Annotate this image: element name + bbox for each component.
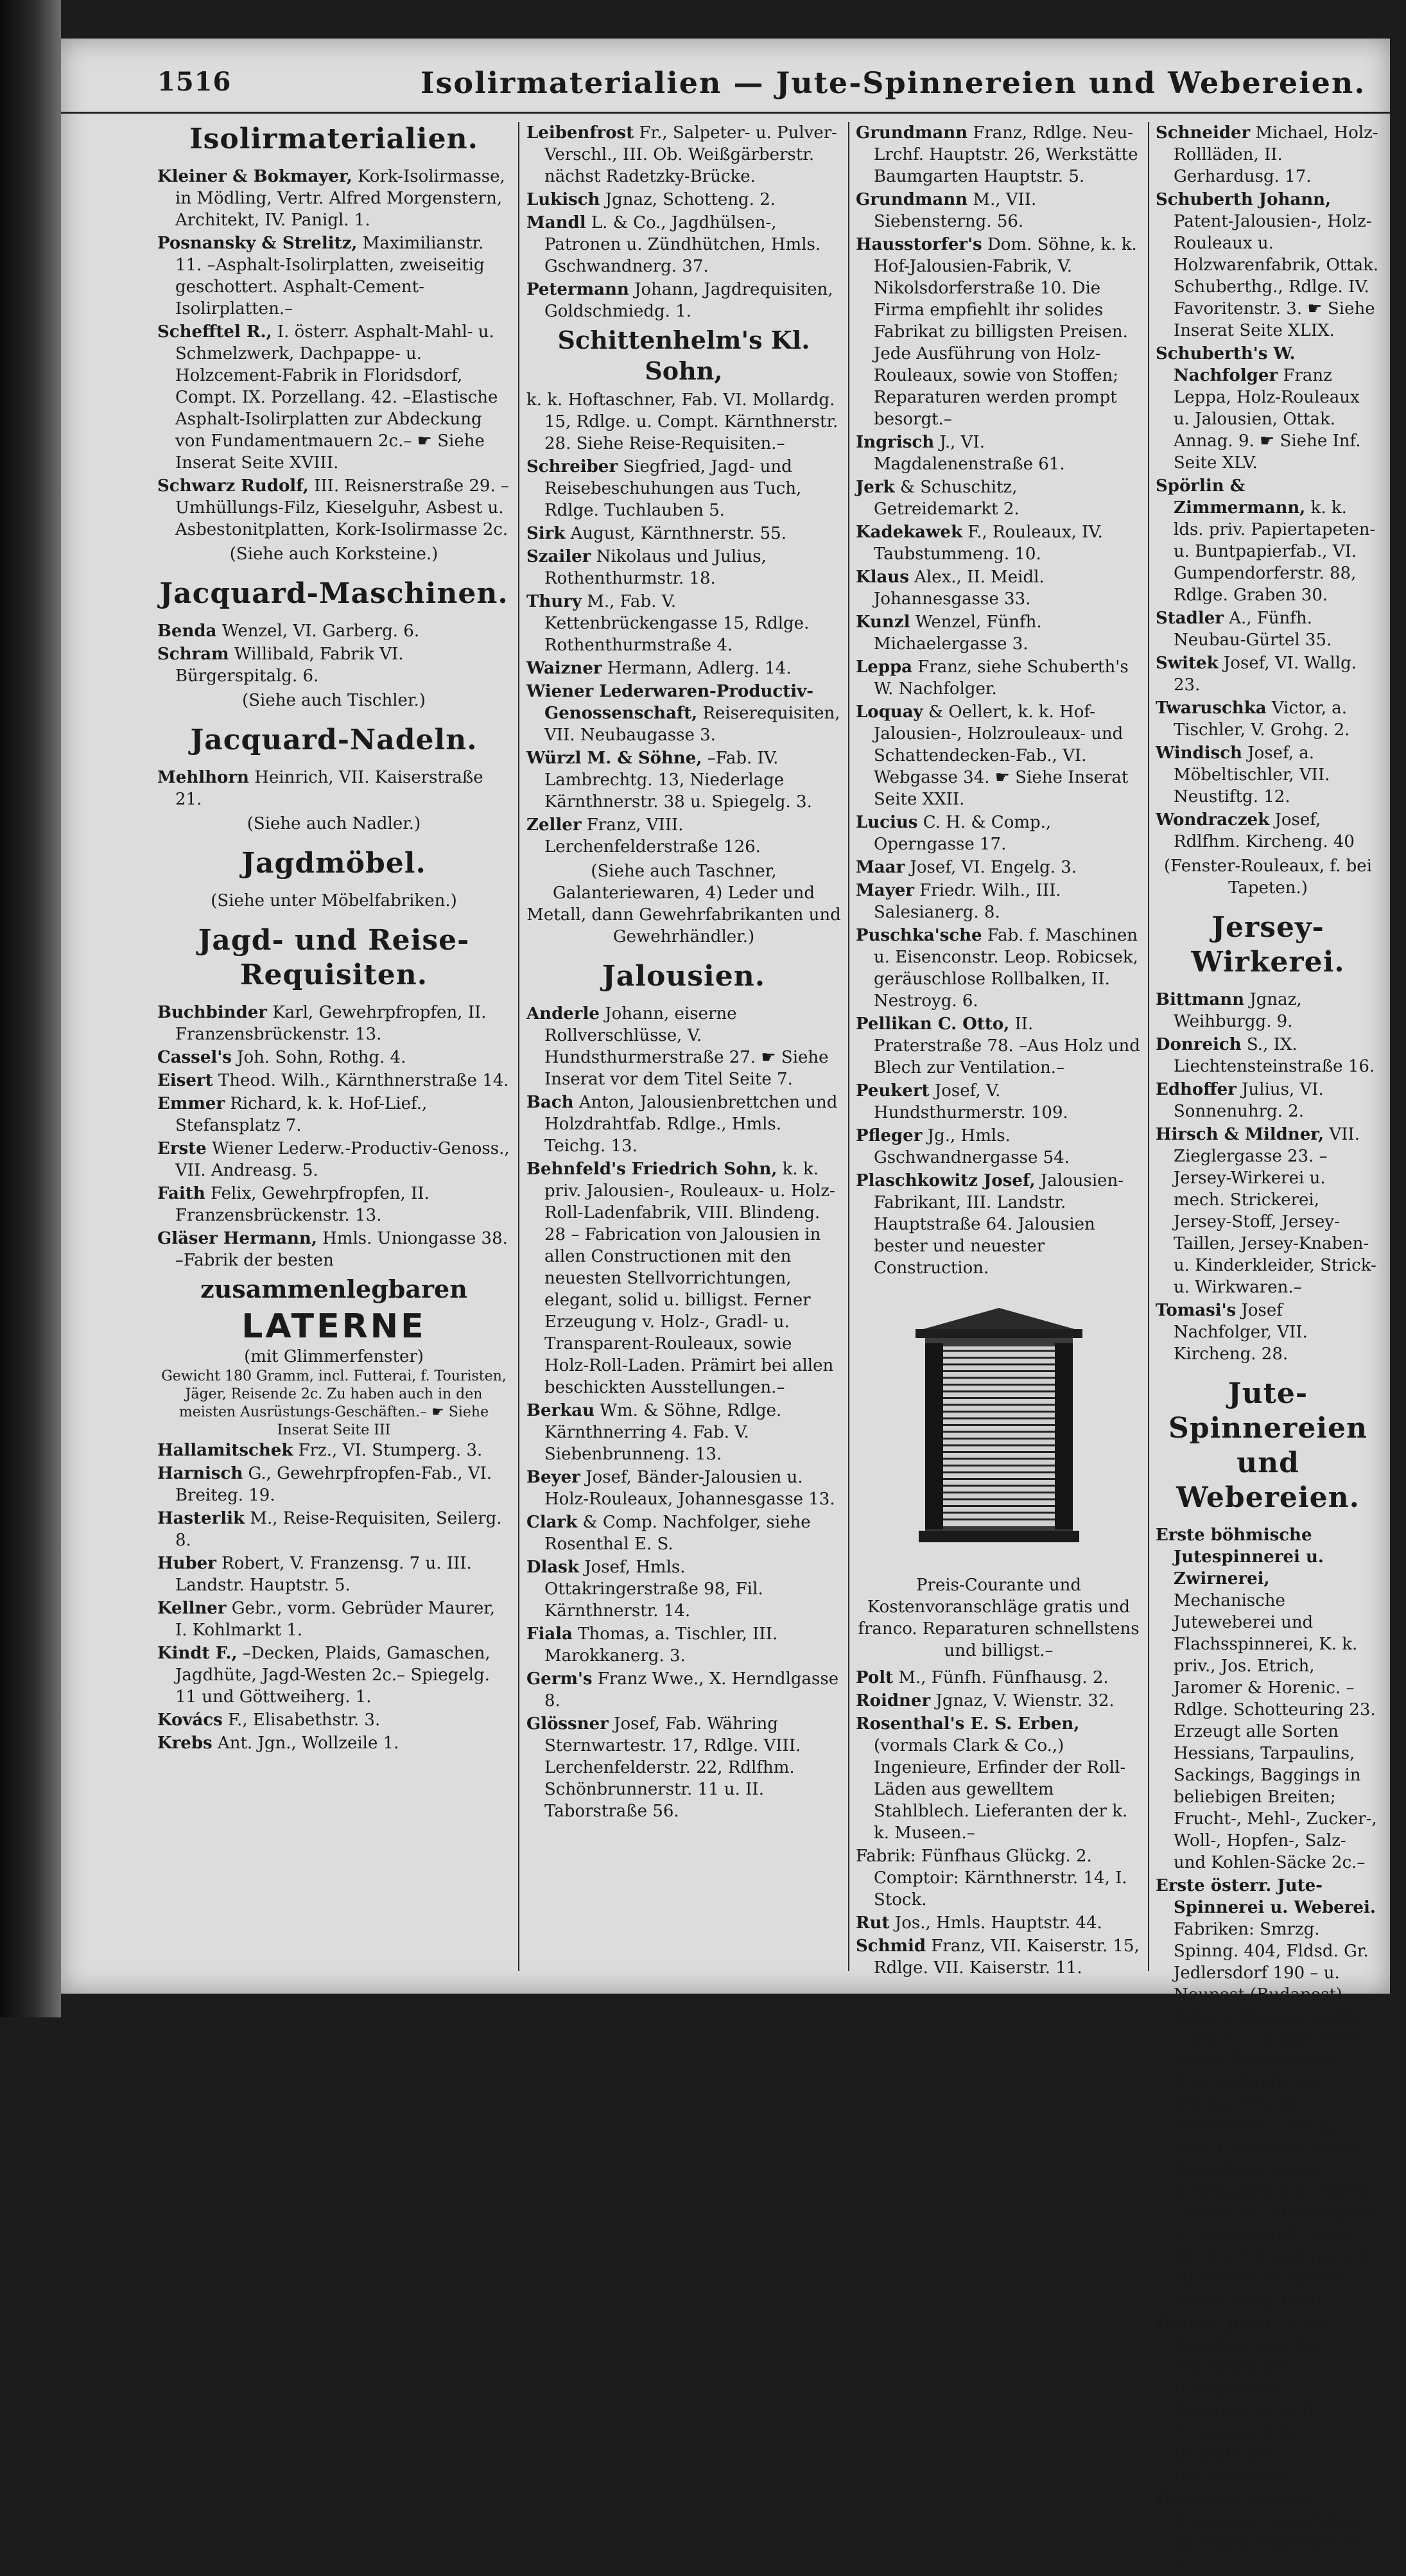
entry-name: Clark [526,1513,578,1532]
entry-name: Grundmann [856,190,968,209]
entry-text: Robert, V. Franzensg. 7 u. III. Landstr. Hauptstr. 5. [175,1554,472,1595]
entry-name: Plaschkowitz Josef, [856,1171,1036,1190]
book-binding-edge [0,0,61,2017]
advertisement-banner: zusammenlegbaren [200,1275,467,1303]
advertisement-headline: LATERNE [241,1307,426,1346]
entry-text: Hmls. Uniongasse 38. –Fabrik der besten [175,1229,508,1270]
entry-name: Schmid [856,1936,926,1956]
entry-name: Benda [157,622,217,641]
entry-name: Leppa [856,657,913,677]
directory-entry [856,925,1141,1012]
directory-entry [157,1553,510,1596]
entry-text: Josef, Bänder-Jalousien u. Holz-Rouleaux, Johannesgasse 13. [544,1468,835,1509]
directory-entry [526,681,841,746]
directory-entry [526,1556,841,1622]
cross-reference-note: (Siehe auch Korksteine.) [229,544,438,564]
directory-entry [1156,189,1380,342]
entry-text: Franz Wwe., X. Herndlgasse 8. [544,1669,839,1710]
entry-name: Beyer [526,1468,580,1487]
directory-entry [856,1013,1141,1079]
directory-entry [1156,1079,1380,1122]
entry-text: Wiener Lederw.-Productiv-Genoss., VII. Andreasg. 5. [175,1139,510,1180]
entry-text: VII. Zieglergasse 23. –Jersey-Wirkerei u. mech. Strickerei, Jersey-Stoff, Jersey-Taillen, Jersey-Knaben- u. Kinderkleider, Strick- u. Wirkwaren.– [1174,1125,1376,1297]
entry-text: C. H. & Comp., Operngasse 17. [874,813,1052,854]
entry-name: Erste österr. Jute-Spinnerei u. Weberei. [1156,1876,1376,1917]
entry-text: Heinrich, VII. Kaiserstraße 21. [175,768,483,809]
directory-entry [1156,607,1380,651]
column-rule [848,122,849,1971]
entry-name: Gläser Hermann, [157,1229,317,1248]
entry-text: Fabriken: Smrzg. Spinng. 404, Fldsd. Gr. Jedlersdorf 190 – u. Neupest (Budapest), äußere Waiznerstraße, Compt. u. Rdlge. Wien Maria-Theresienstr. 22. T im Gebäude der Wiener Frucht- u. Mehlbörse. Erzeug. aller Gattungen Säcke, Emballage-Waren, Strohsackleinen, Garne, Gurten 2c. Ehrendiplom d. Weltausstell. Wien 1873 u. Ehrendiplom d. Niederöst. Gewerbe-Ausstellung 1880.– [1174,1920,1378,2310]
entry-name: Kadekawek [856,523,962,542]
directory-entry [526,1713,841,1822]
directory-entry [1156,1300,1380,1365]
directory-entry [856,1080,1141,1124]
entry-name: Stadler [1156,609,1224,628]
entry-text: Julius, VI. Sonnenuhrg. 2. [1174,1080,1324,1121]
entry-name: Puschka'sche [856,926,982,945]
directory-entry [856,189,1141,232]
entry-name: Grundmann [856,123,968,143]
directory-entry [526,546,841,589]
entry-text: (vormals Clark & Co.,) Ingenieure, Erfinder der Roll-Läden aus gewelltem Stahlblech. Lieferanten der k. k. Museen.– [874,1736,1128,1843]
entry-name: Schefftel R., [157,322,272,342]
entry-text: M., Fünfh. Fünfhausg. 2. [898,1668,1109,1687]
entry-text: Alex., II. Meidl. Johannesgasse 33. [874,568,1045,609]
entry-text: Mechanische Juteweberei und Flachsspinnerei, K. k. priv., Jos. Etrich, Jaromer & Horenic. –Rdlge. Schotteuring 23. Erzeugt alle Sorten Hessians, Tarpaulins, Sackings, Baggings in beliebigen Breiten; Frucht-, Mehl-, Zucker-, Woll-, Hopfen-, Salz- und Kohlen-Säcke 2c.– [1174,1591,1377,1872]
directory-entry [157,1463,510,1506]
directory-entry [1156,2313,1380,2487]
directory-entry [157,1440,510,1461]
entry-text: III. Reisnerstraße 29. –Umhüllungs-Filz, Kieselguhr, Asbest u. Asbestonitplatten, Kork-Isolirmasse 2c. [175,476,509,539]
entry-text: Patent-Jalousien-, Holz-Rouleaux u. Holzwarenfabrik, Ottak. Schuberthg., Rdlge. IV. Favoritenstr. 3. ☛ Siehe Inserat Seite XLIX. [1174,212,1379,340]
entry-name: Petermann [526,280,629,299]
entry-name: Posnansky & Strelitz, [157,234,358,253]
directory-entry [1156,122,1380,187]
entry-name: Wiener Lederwaren-Productiv-Genossenschaft, [526,682,814,723]
entry-name: Twaruschka [1156,699,1267,718]
section-heading: Isolirmaterialien. [189,123,478,155]
directory-entry [526,1668,841,1712]
entry-name: Dlask [526,1558,579,1577]
entry-text: Joh. Sohn, Rothg. 4. [237,1048,406,1067]
entry-text: Josef, VI. Engelg. 3. [910,858,1077,877]
directory-entry [856,701,1141,810]
entry-text: Karl, Gewehrpfropfen, II. Franzensbrückenstr. 13. [175,1003,487,1044]
entry-text: August, Kärnthnerstr. 55. [570,524,786,543]
directory-entry [856,1935,1141,1979]
entry-name: Schuberth Johann, [1156,190,1332,209]
directory-entry [526,389,841,455]
entry-text: A., Fünfh. Neubau-Gürtel 35. [1174,609,1332,650]
directory-entry [526,1400,841,1465]
directory-entry [856,1125,1141,1169]
entry-text: Anton, Jalousienbrettchen und Holzdrahtfab. Rdlge., Hmls. Teichg. 13. [544,1093,838,1156]
entry-text: Gebrüd., Troppauer Jute-Fabrik, IX. Maria-Theresienstr. 17. [1174,2490,1369,2575]
directory-entry [1156,1875,1380,2311]
entry-text: Michael, Holz-Rollläden, II. Gerhardusg. 17. [1174,123,1378,186]
directory-entry [157,1093,510,1136]
directory-entry [1156,989,1380,1032]
entry-text: Dom. Söhne, k. k. Hof-Jalousien-Fabrik, V. Nikolsdorferstraße 10. Die Firma empfiehlt ihr solides Fabrikat zu billigsten Preisen. Jede Ausführung von Holz-Rouleaux, sowie von Stoffen; Reparaturen werden prompt besorgt.– [874,235,1137,429]
directory-page [61,39,1390,2575]
column-2 [526,122,841,1987]
entry-name: Peukert [856,1081,930,1101]
directory-entry [526,591,841,656]
entry-name: Huber [157,1554,216,1573]
entry-text: M., Reise-Requisiten, Seilerg. 8. [175,1509,502,1550]
cross-reference-note: (Siehe auch Taschner, Galanteriewaren, 4) Leder und Metall, dann Gewehrfabrikanten und Gewehrhändler.) [526,862,841,946]
entry-name: Wondraczek [1156,810,1270,830]
directory-entry [157,1002,510,1045]
entry-text: Ant. Jgn., Wollzeile 1. [217,1734,399,1753]
entry-name: Cassel's [157,1048,232,1067]
entry-text: Josef, a. Möbeltischler, VII. Neustiftg. 12. [1174,744,1330,806]
entry-text: & Schuschitz, Getreidemarkt 2. [874,478,1020,519]
entry-name: Waizner [526,659,602,678]
entry-name: Szailer [526,547,591,566]
entry-text: F., Rouleaux, IV. Taubstummeng. 10. [874,523,1103,564]
entry-text: S., IX. Liechtensteinstraße 16. [1174,1035,1375,1076]
directory-entry [856,656,1141,700]
entry-name: Faith [157,1184,205,1203]
entry-text: Jgnaz, Schotteng. 2. [605,190,776,209]
entry-name: Schram [157,645,229,664]
directory-entry [1156,697,1380,741]
entry-name: Rosenthal's E. S. Erben, [856,1714,1080,1734]
entry-name: Haider Josef, [1156,2314,1278,2333]
directory-entry [157,166,510,231]
entry-text: Hermann, Adlerg. 14. [607,659,792,678]
entry-name: Schneider [1156,123,1251,143]
entry-text: Thomas, a. Tischler, III. Marokkanerg. 3. [544,1624,778,1666]
entry-name: Behnfeld's Friedrich Sohn, [526,1160,777,1179]
directory-entry [157,767,510,810]
directory-entry [1156,1034,1380,1077]
entry-name: Schwarz Rudolf, [157,476,309,496]
directory-entry [526,657,841,679]
entry-text: Franz Leppa, Holz-Rouleaux u. Jalousien, Ottak. Annag. 9. ☛ Siehe Inf. Seite XLV. [1174,366,1361,473]
directory-entry [856,566,1141,610]
entry-text: L. & Co., Jagdhülsen-, Patronen u. Zündhütchen, Hmls. Gschwandnerg. 37. [544,213,821,276]
directory-entry [526,747,841,813]
entry-name: Emmer [157,1094,225,1113]
directory-entry [1156,1124,1380,1298]
entry-text: Wm. & Söhne, Rdlge. Kärnthnerring 4. Fab. V. Siebenbrunneng. 13. [544,1401,782,1464]
entry-name: Anderle [526,1004,600,1023]
cross-reference-note: (Siehe auch Tischler.) [242,691,426,710]
entry-name: Thury [526,592,582,611]
entry-text: Fr., Salpeter- u. Pulver-Verschl., III. Ob. Weißgärberstr. nächst Radetzky-Brücke. [544,123,837,186]
entry-name: Krebs [157,1734,213,1753]
entry-text: Friedr. Wilh., III. Salesianerg. 8. [874,881,1061,922]
entry-text: Franz, Rdlge. Neu-Lrchf. Hauptstr. 26, Werkstätte Baumgarten Hauptstr. 5. [874,123,1138,186]
entry-text: Nikolaus und Julius, Rothenthurmstr. 18. [544,547,767,588]
entry-text: Johann, Jagdrequisiten, Goldschmiedg. 1. [544,280,833,321]
entry-text: Reiserequisiten, VII. Neubaugasse 3. [544,704,840,745]
entry-text: Victor, a. Tischler, V. Grohg. 2. [1174,699,1350,740]
entry-text: Josef Nachfolger, VII. Kircheng. 28. [1174,1301,1308,1364]
entry-name: Klaus [856,568,909,587]
entry-name: Kleiner & Bokmayer, [157,167,352,186]
entry-name: Zeller [526,815,582,835]
entry-text: Jos., Hmls. Hauptstr. 44. [894,1913,1102,1933]
entry-name: Leibenfrost [526,123,634,143]
entry-text: –Fab. IV. Lambrechtg. 13, Niederlage Kärnthnerstr. 38 u. Spiegelg. 3. [544,749,812,812]
directory-entry [856,812,1141,855]
directory-entry [856,1912,1141,1934]
entry-text: G., Gewehrpfropfen-Fab., VI. Breiteg. 19. [175,1464,492,1505]
directory-entry [1156,2489,1380,2576]
entry-text: Gebr., vorm. Gebrüder Maurer, I. Kohlmarkt 1. [175,1599,496,1640]
entry-name: Lucius [856,813,918,832]
entry-text: Franz, VII. Kaiserstr. 15, Rdlge. VII. Kaiserstr. 11. [874,1936,1140,1978]
entry-name: Pellikan C. Otto, [856,1014,1010,1034]
directory-entry [526,279,841,322]
page-title: Isolirmaterialien — Jute-Spinnereien und Webereien. [421,65,1366,100]
entry-name: Bittmann [1156,990,1245,1009]
entry-name: Polt [856,1668,894,1687]
directory-entry [526,814,841,858]
entry-name: Lukisch [526,190,600,209]
directory-entry [157,232,510,320]
directory-entry [526,1003,841,1090]
entry-name: Tomasi's [1156,1301,1237,1320]
entry-text: II. Praterstraße 78. –Aus Holz und Blech zur Ventilation.– [874,1014,1140,1077]
directory-entry [526,212,841,277]
entry-text: Josef, Rdlfhm. Kircheng. 40 [1174,810,1355,851]
directory-entry [157,1642,510,1708]
entry-text: F., Elisabethstr. 3. [228,1710,381,1730]
entry-name: Rut [856,1913,890,1933]
entry-name: Germ's [526,1669,593,1689]
directory-entry [157,620,510,642]
directory-entry [856,1713,1141,1844]
entry-text: –Decken, Plaids, Gamaschen, Jagdhüte, Jagd-Westen 2c.– Spiegelg. 11 und Göttweiherg. 1. [175,1644,490,1707]
entry-text: Theod. Wilh., Kärnthnerstraße 14. [218,1071,509,1090]
entry-name: Hasterlik [157,1509,245,1528]
running-header [61,67,1390,114]
directory-entry [157,1047,510,1068]
directory-entry [526,1158,841,1398]
entry-text: Richard, k. k. Hof-Lief., Stefansplatz 7. [175,1094,428,1135]
entry-text: Siegfried, Jagd- und Reisebeschuhungen aus Tuch, Rdlge. Tuchlauben 5. [544,457,802,520]
entry-text: M., VII. Siebensterng. 56. [874,190,1037,231]
directory-entry [856,122,1141,187]
entry-text: & Oellert, k. k. Hof-Jalousien-, Holzrouleaux- und Schattendecken-Fab., VI. Webgasse 34. ☛ Siehe Inserat Seite XXII. [874,702,1129,809]
entry-text: Johann, eiserne Rollverschlüsse, V. Hundsthurmerstraße 27. ☛ Siehe Inserat vor dem Titel Seite 7. [544,1004,829,1089]
cross-reference-note: (Siehe auch Nadler.) [247,814,421,833]
entry-name: Ingrisch [856,433,935,452]
entry-name: Hallamitschek [157,1441,293,1460]
entry-text: Josef, V. Hundsthurmerstr. 109. [874,1081,1068,1122]
entry-text: Jalousien-Fabrikant, III. Landstr. Hauptstraße 64. Jalousien bester und neuester Construction. [874,1171,1124,1278]
directory-entry [526,456,841,521]
directory-entry [526,1511,841,1555]
entry-text: Kork-Isolirmasse, in Mödling, Vertr. Alfred Morgenstern, Architekt, IV. Panigl. 1. [175,167,505,230]
directory-entry [157,1070,510,1092]
directory-entry [856,857,1141,878]
directory-entry [157,643,510,687]
directory-entry [856,1667,1141,1689]
directory-entry [856,1845,1141,1911]
entry-name: Pfleger [856,1126,923,1145]
entry-text: Josef, Hmls. Ottakringerstraße 98, Fil. Kärnthnerstr. 14. [544,1558,763,1621]
column-3 [856,122,1141,1987]
entry-name: Maar [856,858,905,877]
entry-name: Mehlhorn [157,768,249,787]
directory-entry [526,1623,841,1667]
entry-text: Josef, Fab. Währing Sternwartestr. 17, Rdlge. VIII. Lerchenfelderstr. 22, Rdlfhm. Schönbrunnerstr. 11 u. II. Taborstraße 56. [544,1714,801,1821]
entry-text: Wenzel, VI. Garberg. 6. [221,622,420,641]
entry-text: Jgnaz, V. Wienstr. 32. [935,1691,1115,1710]
cross-reference-note: (Fenster-Rouleaux, f. bei Tapeten.) [1164,857,1372,898]
entry-text: Franz, VIII. Lerchenfelderstraße 126. [544,815,761,857]
page-number: 1516 [157,67,232,97]
entry-text: –Gen.-Repräsentant der Würbenthaler Jutespinnerei u. Weberei. M. & R. Primavesi & K. Brandhuber-Bauernmarkt 7. [1174,2314,1336,2486]
directory-entry [526,1466,841,1510]
entry-name: Schreiber [526,457,618,476]
entry-name: Erste [157,1139,207,1158]
directory-entry [856,476,1141,520]
entry-name: Sirk [526,524,566,543]
section-heading: Jute-Spinnereien und Webereien. [1168,1377,1368,1514]
entry-name: Mayer [856,881,914,900]
directory-entry [1156,809,1380,853]
entry-text: k. k. Hoftaschner, Fab. VI. Mollardg. 15, Rdlge. u. Compt. Kärnthnerstr. 28. Siehe Reise-Requisiten.– [526,390,838,453]
directory-entry [856,1690,1141,1712]
advertisement-subline: (mit Glimmerfenster) [244,1347,424,1366]
entry-name: Berkau [526,1401,595,1420]
entry-text: k. k. lds. priv. Papiertapeten- u. Buntpapierfab., VI. Gumpendorferstr. 88, Rdlge. Graben 30. [1174,498,1376,605]
directory-entry [856,431,1141,475]
entry-text: I. österr. Asphalt-Mahl- u. Schmelzwerk, Dachpappe- u. Holzcement-Fabrik in Floridsdorf, Compt. IX. Porzellang. 42. –Elastische Asphalt-Isolirplatten zur Abdeckung von Fundamentmauern 2c.– ☛ Siehe Inserat Seite XVIII. [175,322,498,473]
entry-name: Edhoffer [1156,1080,1237,1099]
entry-name: Kovács [157,1710,223,1730]
entry-name: Eisert [157,1071,213,1090]
directory-entry [157,1138,510,1181]
entry-text: Wenzel, Fünfh. Michaelergasse 3. [874,613,1042,654]
entry-text: Frz., VI. Stumperg. 3. [298,1441,483,1460]
directory-entry [157,475,510,541]
entry-name: Hirsch & Mildner, [1156,1125,1324,1144]
directory-entry [157,1508,510,1551]
directory-entry [157,1183,510,1226]
column-rule [518,122,519,1971]
column-4 [1156,122,1380,2575]
entry-name: Erste böhmische Jutespinnerei u. Zwirnerei, [1156,1526,1324,1588]
entry-name: Buchbinder [157,1003,267,1022]
entry-name: Hausstorfer's [856,235,982,254]
section-heading: Jagdmöbel. [241,847,426,880]
entry-name: Jerk [856,478,895,497]
jalousie-window-illustration [912,1305,1086,1555]
entry-text: Franz, siehe Schuberth's W. Nachfolger. [874,657,1129,699]
entry-name: Kellner [157,1599,227,1618]
section-heading: Jacquard-Maschinen. [159,577,508,610]
directory-entry [526,122,841,187]
directory-entry [157,1228,510,1271]
directory-entry [526,1092,841,1157]
directory-entry [157,1597,510,1641]
directory-entry [856,880,1141,923]
directory-entry [526,189,841,211]
entry-text: Jg., Hmls. Gschwandnergasse 54. [874,1126,1070,1167]
column-rule [1148,122,1149,1971]
entry-name: Spörlin & Zimmermann, [1156,476,1306,518]
entry-name: Switek [1156,654,1219,673]
entry-name: Donreich [1156,1035,1242,1054]
entry-text: k. k. priv. Jalousien-, Rouleaux- u. Holz-Roll-Ladenfabrik, VIII. Blindeng. 28 – Fabrication von Jalousien in allen Constructionen mit den neuesten Stellvorrichtungen, elegant, solid u. billigst. Ferner Erzeugung v. Holz-, Gradl- u. Transparent-Rouleaux, sowie Holz-Roll-Laden. Prämirt bei allen beschickten Ausstellungen.– [544,1160,835,1397]
directory-entry [1156,1524,1380,1874]
entry-text: Willibald, Fabrik VI. Bürgerspitalg. 6. [175,645,404,686]
directory-entry [856,521,1141,565]
entry-name: Harnisch [157,1464,243,1483]
directory-entry [856,611,1141,655]
directory-entry [157,321,510,474]
entry-text: M., Fab. V. Kettenbrückengasse 15, Rdlge. Rothenthurmstraße 4. [544,592,810,655]
entry-name: Glössner [526,1714,609,1734]
directory-entry [856,1170,1141,1279]
entry-text: Maximilianstr. 11. –Asphalt-Isolirplatten, zweiseitig geschottert. Asphalt-Cement-Isolirplatten.– [175,234,485,318]
directory-entry [856,234,1141,430]
entry-name: Schuberth's W. Nachfolger [1156,344,1296,385]
advertisement-details: Gewicht 180 Gramm, incl. Futterai, f. Touristen, Jäger, Reisende 2c. Zu haben auch in den meisten Ausrüstungs-Geschäften.– ☛ Siehe Inserat Seite III [161,1368,507,1438]
directory-entry [157,1709,510,1731]
entry-name: Loquay [856,702,923,722]
entry-name: Kindt F., [157,1644,238,1663]
entry-name: Fiala [526,1624,573,1644]
entry-text: Fab. f. Maschinen u. Eisenconstr. Leop. Robicsek, geräuschlose Rollbalken, II. Nestroyg. 6. [874,926,1138,1011]
cross-reference-note: (Siehe unter Möbelfabriken.) [211,891,457,910]
section-heading: Jacquard-Nadeln. [190,724,478,756]
entry-name: Windisch [1156,744,1242,763]
directory-entry [1156,475,1380,606]
entry-text: Jgnaz, Weihburgg. 9. [1174,990,1302,1031]
directory-entry [157,1732,510,1754]
entry-text: J., VI. Magdalenenstraße 61. [874,433,1065,474]
entry-name: Kunzl [856,613,910,632]
directory-entry [1156,343,1380,474]
entry-name: Bach [526,1093,574,1112]
directory-entry [1156,652,1380,696]
section-heading: Jalousien. [602,960,766,993]
entry-name: Roidner [856,1691,931,1710]
entry-name: Mandl [526,213,586,232]
section-heading: Jagd- und Reise-Requisiten. [198,924,470,991]
entry-text: Fabrik: Fünfhaus Glückg. 2. Comptoir: Kärnthnerstr. 14, I. Stock. [856,1847,1127,1910]
section-heading: Jersey-Wirkerei. [1191,911,1345,979]
entry-name: Würzl M. & Söhne, [526,749,702,768]
directory-entry [1156,742,1380,808]
entry-name: Hatschek [1156,2490,1244,2509]
entry-text: Felix, Gewehrpfropfen, II. Franzensbrückenstr. 13. [175,1184,430,1225]
directory-entry [526,523,841,544]
column-1 [157,122,510,1987]
advertisement-banner: Schittenhelm's Kl. Sohn, [557,326,810,385]
cross-reference-note: Preis-Courante und Kostenvoranschläge gratis und franco. Reparaturen schnellstens und billigst.– [858,1576,1140,1660]
entry-text: & Comp. Nachfolger, siehe Rosenthal E. S. [544,1513,811,1554]
entry-text: Josef, VI. Wallg. 23. [1174,654,1357,695]
